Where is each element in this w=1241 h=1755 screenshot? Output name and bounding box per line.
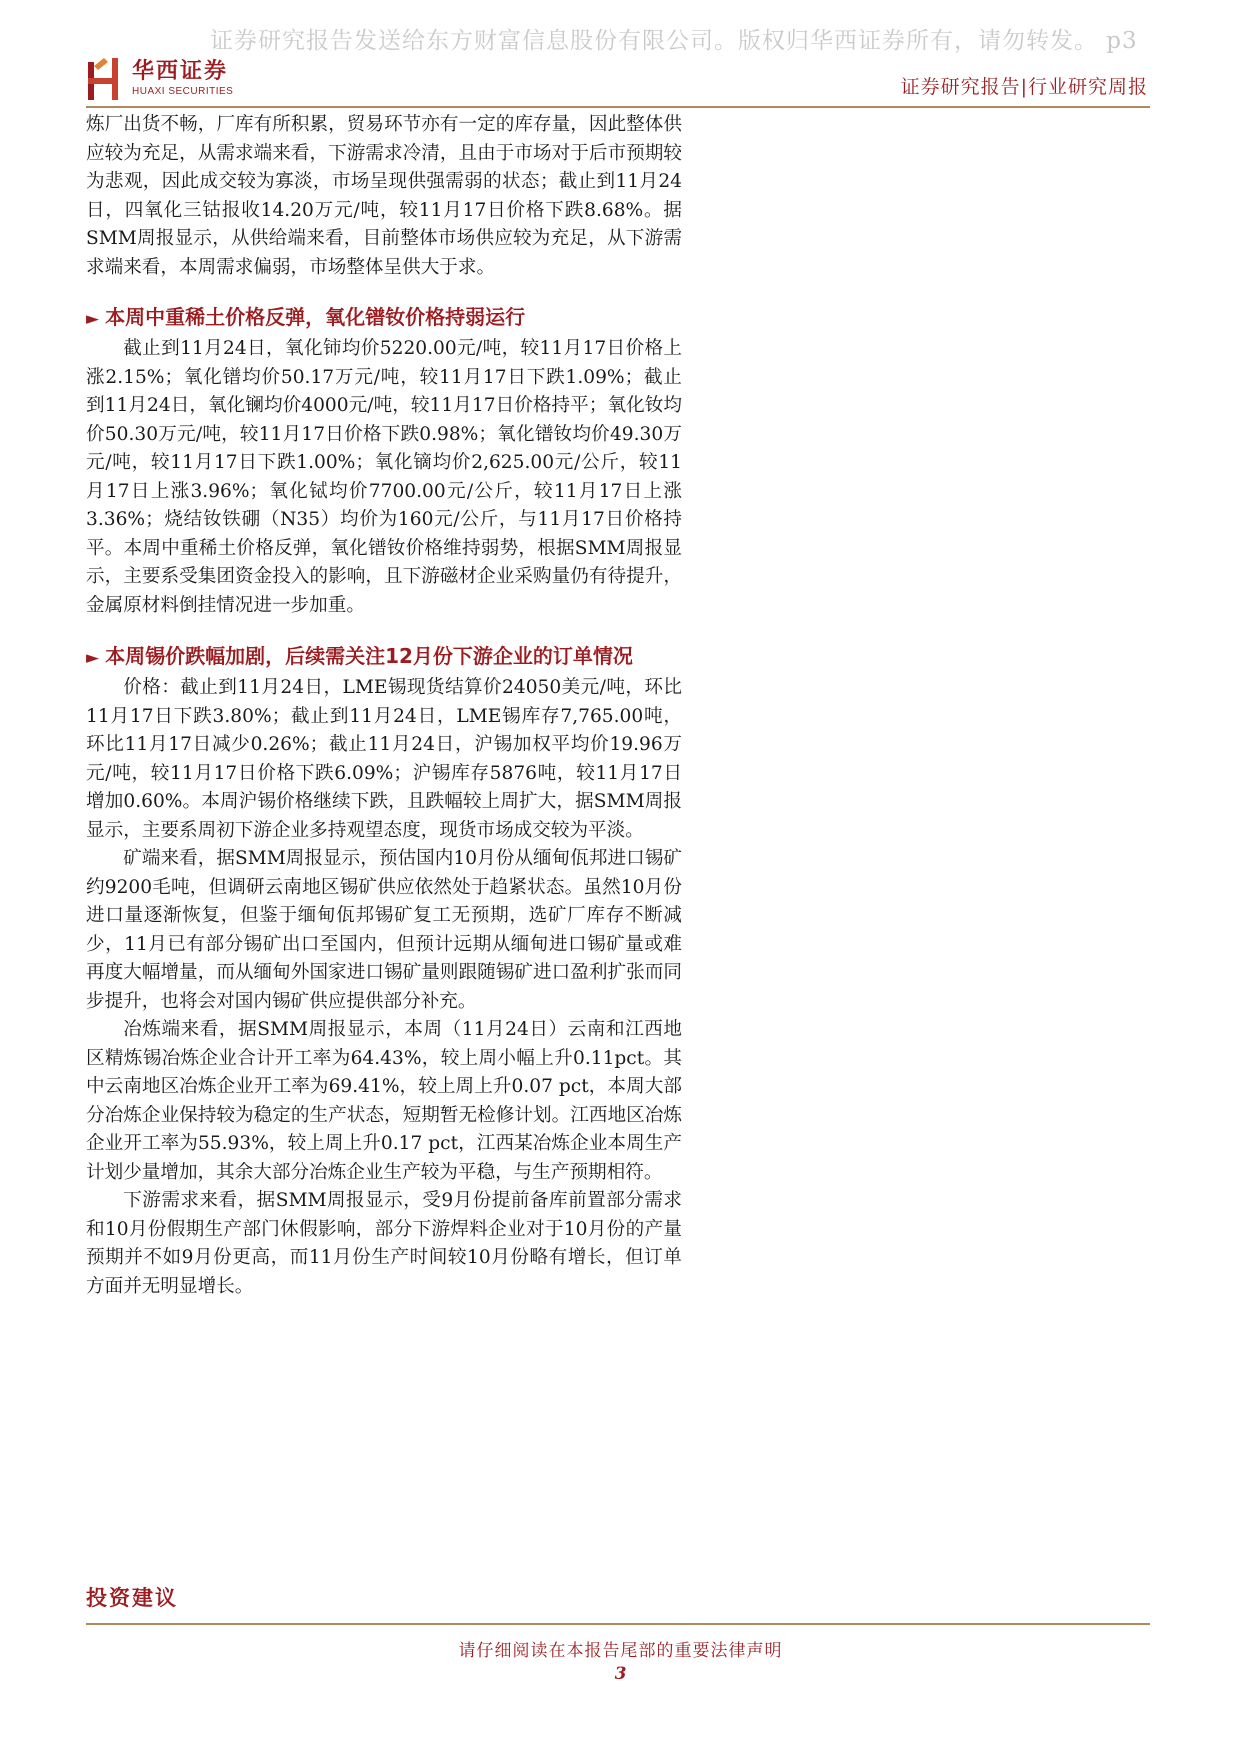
section-heading-tin	[86, 641, 682, 674]
paragraph-cobalt-continued: 炼厂出货不畅，厂库有所积累，贸易环节亦有一定的库存量，因此整体供应较为充足，从需求端来看，下游需求冷清，且由于市场对于后市预期较为悲观，因此成交较为寡淡，市场呈现供强需弱的状态；截止到11月24日，四氧化三钴报收14.20万元/吨，较11月17日价格下跌8.68%。据SMM周报显示，从供给端来看，目前整体市场供应较为充足，从下游需求端来看，本周需求偏弱，市场整体呈供大于求。	[86, 114, 682, 278]
paragraph-tin-price: 价格：截止到11月24日，LME锡现货结算价24050美元/吨，环比11月17日下跌3.80%；截止到11月24日，LME锡库存7,765.00吨，环比11月17日减少0.26%；截止11月24日，沪锡加权平均价19.96万元/吨，较11月17日价格下跌6.09%；沪锡库存5876吨，较11月17日增加0.60%。本周沪锡价格继续下跌，且跌幅较上周扩大，据SMM周报显示，主要系周初下游企业多持观望态度，现货市场成交较为平淡。	[86, 677, 682, 841]
page-number: 3	[614, 1664, 627, 1684]
logo-english-name: HUAXI SECURITIES	[132, 86, 234, 97]
section-heading-tin-text: 本周锡价跌幅加剧，后续需关注12月份下游企业的订单情况	[105, 644, 633, 668]
report-type-label: 证券研究报告|行业研究周报	[900, 76, 1148, 98]
triangle-bullet-icon: ►	[86, 309, 100, 329]
legal-disclaimer-note: 请仔细阅读在本报告尾部的重要法律声明	[458, 1641, 783, 1661]
logo-chinese-name: 华西证券	[132, 59, 229, 84]
section-heading-rare-earth-text: 本周中重稀土价格反弹，氧化镨钕价格持弱运行	[105, 305, 526, 329]
company-logo	[86, 56, 233, 102]
paragraph-tin-demand: 下游需求来看，据SMM周报显示，受9月份提前备库前置部分需求和10月份假期生产部门休假影响，部分下游焊料企业对于10月份的产量预期并不如9月份更高，而11月份生产时间较10月份略有增长，但订单方面并无明显增长。	[86, 1190, 682, 1297]
paragraph-rare-earth: 截止到11月24日，氧化铈均价5220.00元/吨，较11月17日价格上涨2.15%；氧化镨均价50.17万元/吨，较11月17日下跌1.09%；截止到11月24日，氧化镧均价4000元/吨，较11月17日价格持平；氧化钕均价50.30万元/吨，较11月17日价格下跌0.98%；氧化镨钕均价49.30万元/吨，较11月17日下跌1.00%；氧化镝均价2,625.00元/公斤，较11月17日上涨3.96%；氧化铽均价7700.00元/公斤，较11月17日上涨3.36%；烧结钕铁硼（N35）均价为160元/公斤，与11月17日价格持平。本周中重稀土价格反弹，氧化镨钕价格维持弱势，根据SMM周报显示，主要系受集团资金投入的影响，且下游磁材企业采购量仍有待提升，金属原材料倒挂情况进一步加重。	[86, 338, 682, 616]
triangle-bullet-icon: ►	[86, 648, 100, 668]
huaxi-logo-icon	[86, 56, 122, 102]
report-body	[86, 111, 682, 1301]
paragraph-tin-smelting: 冶炼端来看，据SMM周报显示，本周（11月24日）云南和江西地区精炼锡冶炼企业合计开工率为64.43%，较上周小幅上升0.11pct。其中云南地区冶炼企业开工率为69.41%，较上周上升0.07 pct，本周大部分冶炼企业保持较为稳定的生产状态，短期暂无检修计划。江西地区冶炼企业开工率为55.93%，较上周上升0.17 pct，江西某冶炼企业本周生产计划少量增加，其余大部分冶炼企业生产较为平稳，与生产预期相符。	[86, 1019, 682, 1183]
header-divider	[86, 106, 1150, 108]
section-heading-rare-earth	[86, 302, 682, 335]
watermark-text: 证券研究报告发送给东方财富信息股份有限公司。版权归华西证券所有，请勿转发。 p3	[210, 28, 1138, 54]
footer-divider	[86, 1623, 1150, 1625]
investment-advice-heading: 投资建议	[86, 1586, 178, 1610]
paragraph-tin-mine: 矿端来看，据SMM周报显示，预估国内10月份从缅甸佤邦进口锡矿约9200毛吨，但调研云南地区锡矿供应依然处于趋紧状态。虽然10月份进口量逐渐恢复，但鉴于缅甸佤邦锡矿复工无预期，选矿厂库存不断减少，11月已有部分锡矿出口至国内，但预计远期从缅甸进口锡矿量或难再度大幅增量，而从缅甸外国家进口锡矿量则跟随锡矿进口盈利扩张而同步提升，也将会对国内锡矿供应提供部分补充。	[86, 848, 682, 1012]
